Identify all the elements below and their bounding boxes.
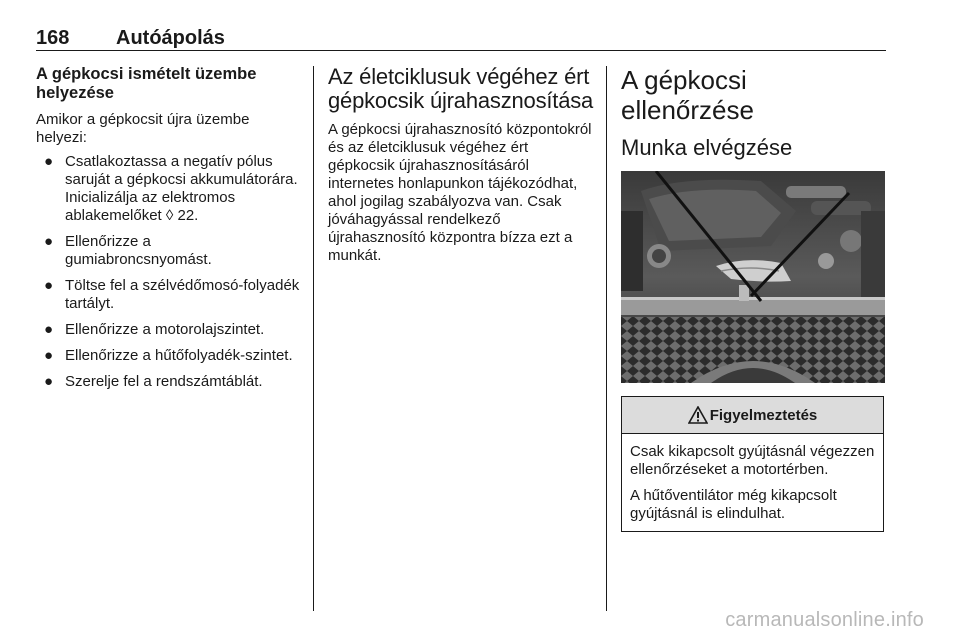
watermark: carmanualsonline.info [725, 609, 924, 631]
column-recycling [328, 62, 596, 265]
bullet-icon: ● [44, 153, 54, 170]
bullet-icon: ● [44, 233, 54, 250]
warning-box [621, 396, 884, 532]
bullet-icon: ● [44, 277, 54, 294]
column-divider-2 [606, 66, 607, 611]
list-item: ● Ellenőrizze a hűtőfolyadék-szintet. [44, 347, 293, 364]
list-item: ● Ellenőrizze a motorolajszintet. [44, 321, 265, 338]
list-item: ● Szerelje fel a rendszámtáblát. [44, 373, 263, 390]
checklist [36, 153, 301, 391]
chapter-title: Autóápolás [116, 27, 225, 49]
warning-paragraph: A hűtőventilátor még kikapcsolt gyújtásnál is elindulhat. [630, 487, 837, 522]
engine-bay-photo [621, 171, 885, 383]
warning-body [622, 434, 883, 531]
page-number: 168 [36, 27, 70, 49]
warning-header [622, 397, 883, 434]
header-rule [36, 50, 886, 51]
page-header [36, 27, 886, 51]
subheading-work: Munka elvégzése [621, 135, 793, 160]
list-item: ● Csatlakoztassa a negatív pólus saruját a gépkocsi akkumulátorára. Inicializálja az elektromos ablakemelőket ◊ 22. [44, 153, 298, 224]
bullet-icon: ● [44, 321, 54, 338]
warning-triangle-icon [688, 406, 708, 424]
bullet-icon: ● [44, 373, 54, 390]
list-item: ● Töltse fel a szélvédőmosó-folyadék tartályt. [44, 277, 300, 312]
section-heading-vehicle-check: A gépkocsi ellenőrzése [621, 65, 754, 125]
section-heading-recommissioning: A gépkocsi ismételt üzembe helyezése [36, 65, 257, 102]
list-item: ● Ellenőrizze a gumiabroncsnyomást. [44, 233, 212, 268]
column-divider-1 [313, 66, 314, 611]
intro-text: Amikor a gépkocsit újra üzembe helyezi: [36, 111, 250, 146]
warning-title: Figyelmeztetés [709, 406, 818, 424]
recycling-text: A gépkocsi újrahasznosító központokról és az életciklusuk végéhez ért gépkocsik újrahasznosításáról internetes honlapunkon tájékozódhat, ahol jogilag szabályozva van. Csak jóváhagyással rendelkező újrahasznosító központra bízza ezt a munkát. [328, 121, 592, 264]
warning-paragraph: Csak kikapcsolt gyújtásnál végezzen ellenőrzéseket a motortérben. [630, 443, 875, 478]
column-vehicle-check [621, 62, 885, 532]
bullet-icon: ● [44, 347, 54, 364]
column-recommissioning [36, 62, 301, 399]
section-heading-recycling: Az életciklusuk végéhez ért gépkocsik újrahasznosítása [328, 64, 594, 113]
